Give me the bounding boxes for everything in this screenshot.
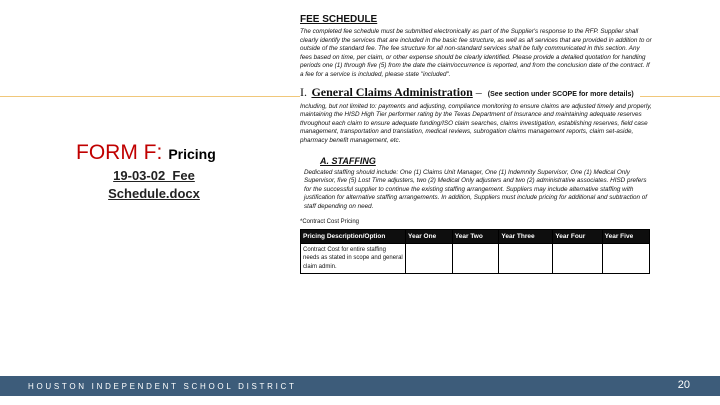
pricing-table [300, 229, 650, 275]
row-description: Contract Cost for entire staffing needs as stated in scope and general claim admin. [301, 243, 406, 274]
cell-year-four [553, 243, 602, 274]
staffing-heading: A. STAFFING [320, 155, 376, 166]
header-rule-right [640, 96, 720, 97]
section-note: (See section under SCOPE for more details) [487, 90, 634, 98]
section-general-claims [300, 83, 652, 101]
fee-schedule-document-image [300, 14, 652, 376]
section-number: I. [300, 84, 307, 99]
cell-year-three [499, 243, 553, 274]
footer-district-name: HOUSTON INDEPENDENT SCHOOL DISTRICT [28, 382, 297, 391]
header-year-five: Year Five [602, 229, 649, 243]
header-year-three: Year Three [499, 229, 553, 243]
form-title-label: FORM F: [76, 141, 163, 164]
header-year-four: Year Four [553, 229, 602, 243]
fee-schedule-file-link[interactable]: 19-03-02_Fee Schedule.docx [108, 168, 200, 201]
header-pricing-description: Pricing Description/Option [301, 229, 406, 243]
fee-schedule-intro: The completed fee schedule must be submitted electronically as part of the Supplier's response to the RFP. Supplier shall clearly identify the services that are included in the basic fee structure, as well as all services that are provided in addition to or outside of the standard fee. The fee structure for all non-standard services shall be fully communicated in this section. Any fees based on time, per claim, or other expense should be clearly identified. Please provide a detailed quotation for handling periods one (1) through five (5) from the date the claim/occurrence is reported, and from the conclusion date of the contract. If a fee for a service is included, please state "included". [300, 28, 652, 78]
header-rule-left [0, 96, 300, 97]
section-dash: – [472, 84, 485, 99]
table-row [301, 243, 650, 274]
fee-schedule-heading: FEE SCHEDULE [300, 14, 378, 25]
form-title-pricing: Pricing [168, 146, 216, 162]
form-title [76, 141, 216, 165]
pricing-table-header-row [301, 229, 650, 243]
cost-caption: *Contract Cost Pricing [300, 218, 360, 225]
slide-page-number: 20 [677, 379, 690, 391]
section-body: Including, but not limited to: payments and adjusting, compliance monitoring to ensure claims are adjusted timely and properly, maintaining the HISD High Tier performer rating by the Texas Department of Insurance and maintaining adequate reserves throughout each claim to ensure adequate funding/ISO claim searches, claims investigation, establishing reserves, field case management, transportation and translation, medical reviews, subrogation claims management reports, claim set-aside, pharmacy benefit management, etc. [300, 102, 652, 144]
header-year-one: Year One [406, 229, 453, 243]
cell-year-two [452, 243, 499, 274]
section-title: General Claims Administration [311, 84, 473, 99]
cell-year-one [406, 243, 453, 274]
staffing-body: Dedicated staffing should include: One (1) Claims Unit Manager, One (1) Indemnity Supervisor, One (1) Medical Only Supervisor, five (5) Lost Time adjusters, two (2) Medical Only adjusters and two (2) administrative associates. HISD prefers for the successful supplier to continue the existing staffing arrangement. Suppliers may include alternative staffing with justification for alternative staffing arrangements. In addition, Suppliers must include pricing for additional and subtraction of staff depending on need. [304, 168, 648, 210]
cell-year-five [602, 243, 649, 274]
header-year-two: Year Two [452, 229, 499, 243]
